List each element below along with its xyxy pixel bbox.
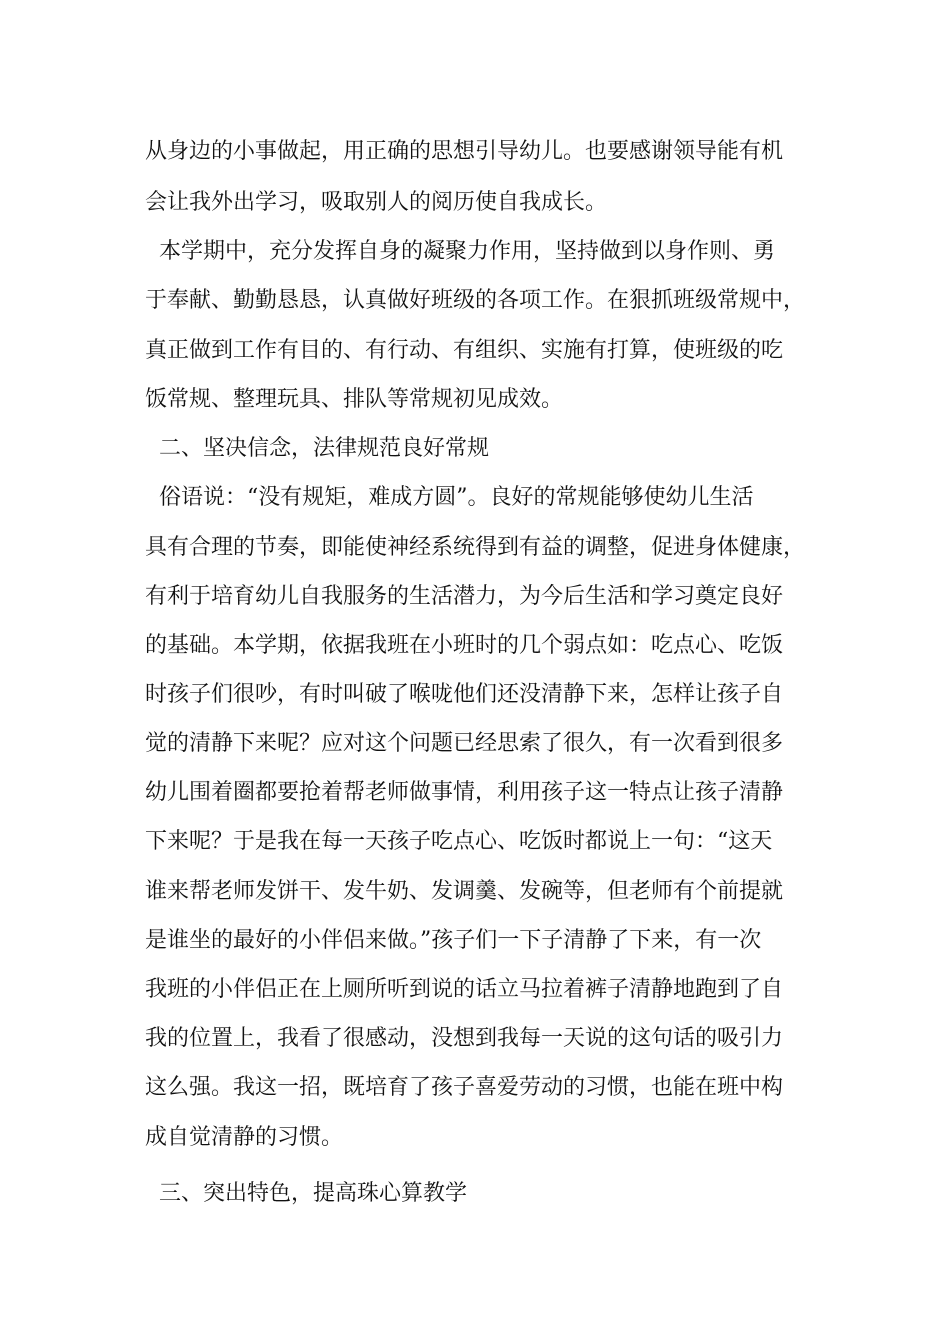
text-line: 的基础。本学期，依据我班在小班时的几个弱点如：吃点心、吃饭	[145, 633, 784, 658]
text-line: 下来呢？于是我在每一天孩子吃点心、吃饭时都说上一句：“这天	[145, 829, 773, 854]
text-line: 有利于培育幼儿自我服务的生活潜力，为今后生活和学习奠定良好	[145, 584, 784, 609]
text-line: 于奉献、勤勤恳恳，认真做好班级的各项工作。在狠抓班级常规中，	[145, 288, 806, 313]
text-line: 时孩子们很吵，有时叫破了喉咙他们还没清静下来，怎样让孩子自	[145, 682, 784, 707]
section-heading: 二、坚决信念，法律规范良好常规	[145, 436, 489, 461]
text-line: 谁来帮老师发饼干、发牛奶、发调羹、发碗等，但老师有个前提就	[145, 879, 784, 904]
text-line: 是谁坐的最好的小伴侣来做。”孩子们一下子清静了下来，有一次	[145, 928, 762, 953]
text-line: 从身边的小事做起，用正确的思想引导幼儿。也要感谢领导能有机	[145, 139, 784, 164]
text-line: 我的位置上，我看了很感动，没想到我每一天说的这句话的吸引力	[145, 1026, 784, 1051]
text-line: 饭常规、整理玩具、排队等常规初见成效。	[145, 387, 564, 412]
text-line: 我班的小伴侣正在上厕所听到说的话立马拉着裤子清静地跑到了自	[145, 977, 784, 1002]
text-line: 具有合理的节奏，即能使神经系统得到有益的调整，促进身体健康，	[145, 535, 806, 560]
text-line: 会让我外出学习，吸取别人的阅历使自我成长。	[145, 190, 608, 215]
text-line: 觉的清静下来呢？应对这个问题已经思索了很久，有一次看到很多	[145, 731, 784, 756]
text-line: 成自觉清静的习惯。	[145, 1125, 344, 1150]
section-heading: 三、突出特色，提高珠心算教学	[145, 1181, 467, 1206]
text-line: 真正做到工作有目的、有行动、有组织、实施有打算，使班级的吃	[145, 338, 784, 363]
paragraph-start-line: 本学期中，充分发挥自身的凝聚力作用，坚持做到以身作则、勇	[145, 239, 775, 264]
paragraph-start-line: 俗语说：“没有规矩，难成方圆”。良好的常规能够使幼儿生活	[145, 485, 754, 510]
text-line: 幼儿围着圈都要抢着帮老师做事情，利用孩子这一特点让孩子清静	[145, 780, 784, 805]
text-line: 这么强。我这一招，既培育了孩子喜爱劳动的习惯，也能在班中构	[145, 1075, 784, 1100]
